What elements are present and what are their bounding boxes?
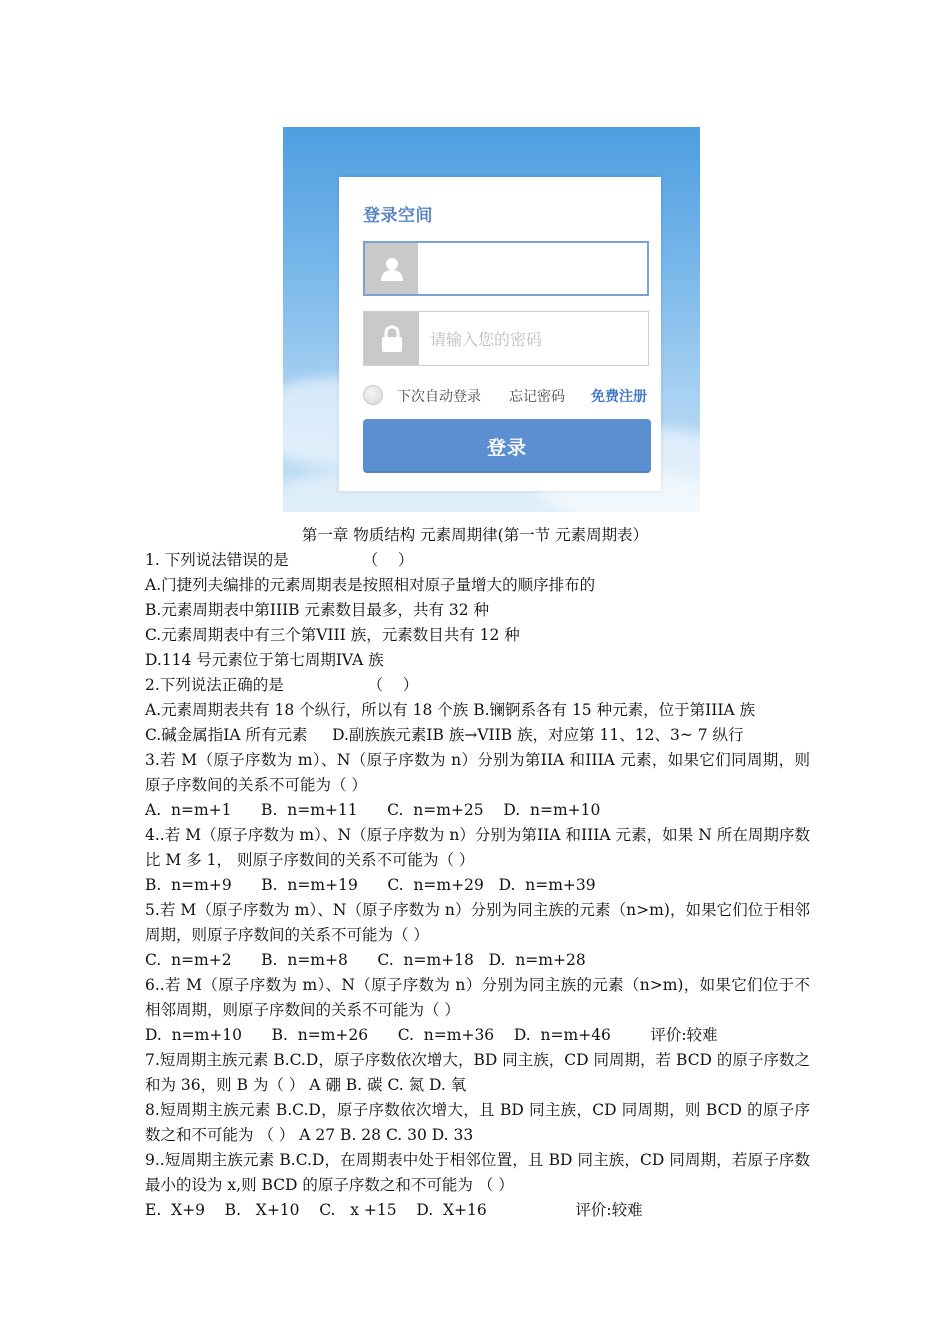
forgot-password-link[interactable]: 忘记密码: [509, 389, 565, 405]
question-3-options: A. n=m+1 B. n=m+11 C. n=m+25 D. n=m+10: [145, 801, 601, 819]
question-4-options: B. n=m+9 B. n=m+19 C. n=m+29 D. n=m+39: [145, 876, 596, 894]
question-5-options: C. n=m+2 B. n=m+8 C. n=m+18 D. n=m+28: [145, 951, 586, 969]
question-6-options: D. n=m+10 B. n=m+26 C. n=m+36 D. n=m+46 评价:较难: [145, 1026, 718, 1044]
login-button[interactable]: 登录: [363, 419, 651, 473]
remember-me-radio[interactable]: [363, 385, 383, 405]
register-link[interactable]: 免费注册: [591, 389, 647, 405]
question-2-options-cd: C.碱金属指IA 所有元素 D.副族族元素IB 族→VIIB 族，对应第 11、12、3~ 7 纵行: [145, 726, 744, 744]
login-options-row: [363, 383, 653, 409]
user-icon: [365, 243, 418, 294]
question-1-option-b: B.元素周期表中第IIIB 元素数目最多，共有 32 种: [145, 601, 490, 619]
password-input[interactable]: [428, 312, 642, 367]
question-9-options: E. X+9 B. X+10 C. x +15 D. X+16 评价:较难: [145, 1201, 643, 1219]
question-9: 9..短周期主族元素 B.C.D，在周期表中处于相邻位置，且 BD 同主族，CD 同周期，若原子序数最小的设为 x,则 BCD 的原子序数之和不可能为 （ ）: [145, 1151, 810, 1194]
question-1-option-c: C.元素周期表中有三个第VIII 族，元素数目共有 12 种: [145, 626, 520, 644]
username-input[interactable]: [429, 243, 643, 296]
lock-icon: [364, 312, 419, 365]
question-4: 4..若 M（原子序数为 m）、N（原子序数为 n）分别为第IIA 和IIIA 元素，如果 N 所在周期序数比 M 多 1， 则原子序数间的关系不可能为（ ）: [145, 826, 810, 869]
question-3: 3.若 M（原子序数为 m）、N（原子序数为 n）分别为第IIA 和IIIA 元素，如果它们同周期，则原子序数间的关系不可能为（ ）: [145, 751, 810, 794]
password-field[interactable]: [363, 311, 649, 366]
remember-me-label[interactable]: 下次自动登录: [397, 389, 481, 405]
question-7: 7.短周期主族元素 B.C.D，原子序数依次增大，BD 同主族，CD 同周期，若 BCD 的原子序数之和为 36，则 B 为（ ） A 硼 B. 碳 C. 氮 D. 氧: [145, 1051, 810, 1094]
question-6: 6..若 M（原子序数为 m）、N（原子序数为 n）分别为同主族的元素（n>m)，如果它们位于不相邻周期，则原子序数间的关系不可能为（ ）: [145, 976, 810, 1019]
login-title: 登录空间: [363, 206, 433, 226]
question-2-options-ab: A.元素周期表共有 18 个纵行，所以有 18 个族 B.镧锕系各有 15 种元素，位于第IIIA 族: [145, 701, 756, 719]
login-card: [339, 177, 661, 491]
question-1-option-a: A.门捷列夫编排的元素周期表是按照相对原子量增大的顺序排布的: [145, 576, 596, 594]
question-1: 1. 下列说法错误的是 （ ）: [145, 551, 414, 569]
document-body: [145, 548, 810, 1223]
question-1-option-d: D.114 号元素位于第七周期IVA 族: [145, 651, 384, 669]
question-2: 2.下列说法正确的是 （ ）: [145, 676, 419, 694]
login-panel-image: [283, 127, 700, 512]
question-5: 5.若 M（原子序数为 m）、N（原子序数为 n）分别为同主族的元素（n>m)，如果它们位于相邻周期，则原子序数间的关系不可能为（ ）: [145, 901, 810, 944]
question-8: 8.短周期主族元素 B.C.D，原子序数依次增大，且 BD 同主族，CD 同周期，则 BCD 的原子序数之和不可能为 （ ） A 27 B. 28 C. 30 D. 33: [145, 1101, 810, 1144]
username-field[interactable]: [363, 241, 649, 296]
document-title: 第一章 物质结构 元素周期律(第一节 元素周期表）: [301, 526, 649, 544]
